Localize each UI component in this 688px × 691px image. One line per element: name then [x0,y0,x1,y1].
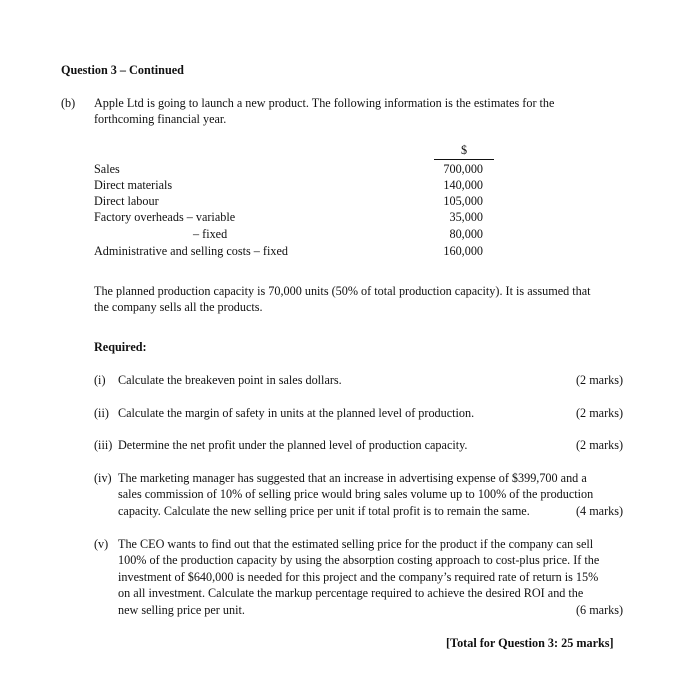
question-text: on all investment. Calculate the markup percentage required to achieve the desired ROI and the [118,586,584,600]
row-label: Sales [94,162,120,176]
row-label: Factory overheads – variable [94,210,236,224]
row-amount: 700,000 [443,162,483,176]
question-text: 100% of the production capacity by using the absorption costing approach to cost-plus price. If the [118,553,600,567]
question-marks: (2 marks) [576,438,624,452]
question-text: The marketing manager has suggested that an increase in advertising expense of $399,700 and a [118,471,587,485]
question-text: The CEO wants to find out that the estimated selling price for the product if the company can sell [118,537,594,551]
question-marks: (2 marks) [576,406,624,420]
row-amount: 105,000 [443,194,483,208]
question-text: capacity. Calculate the new selling price per unit if total profit is to remain the same. [118,504,530,518]
question-total: [Total for Question 3: 25 marks] [446,636,614,650]
part-label: (b) [61,96,76,110]
intro-line-2: forthcoming financial year. [94,112,227,126]
row-label: Direct labour [94,194,159,208]
required-heading: Required: [94,340,147,354]
question-text: investment of $640,000 is needed for this project and the company’s required rate of return is 15% [118,570,599,584]
question-number: (ii) [94,406,109,420]
row-label: Administrative and selling costs – fixed [94,244,288,258]
row-amount: 80,000 [449,227,483,241]
intro-line-1: Apple Ltd is going to launch a new product. The following information is the estimates for the [94,96,555,110]
currency-header: $ [434,143,494,160]
question-text: Calculate the margin of safety in units at the planned level of production. [118,406,475,420]
capacity-line-1: The planned production capacity is 70,000 units (50% of total production capacity). It is assumed that [94,284,591,298]
question-text: new selling price per unit. [118,603,245,617]
question-marks: (4 marks) [576,504,624,518]
row-label: Direct materials [94,178,173,192]
capacity-line-2: the company sells all the products. [94,300,263,314]
question-number: (v) [94,537,109,551]
question-number: (iii) [94,438,113,452]
question-text: Calculate the breakeven point in sales dollars. [118,373,342,387]
question-number: (i) [94,373,106,387]
row-label: – fixed [193,227,228,241]
question-text: Determine the net profit under the planned level of production capacity. [118,438,468,452]
row-amount: 140,000 [443,178,483,192]
row-amount: 160,000 [443,244,483,258]
question-number: (iv) [94,471,112,485]
question-text: sales commission of 10% of selling price would bring sales volume up to 100% of the production [118,487,594,501]
row-amount: 35,000 [449,210,483,224]
question-marks: (6 marks) [576,603,624,617]
question-marks: (2 marks) [576,373,624,387]
question-heading: Question 3 – Continued [61,63,184,77]
